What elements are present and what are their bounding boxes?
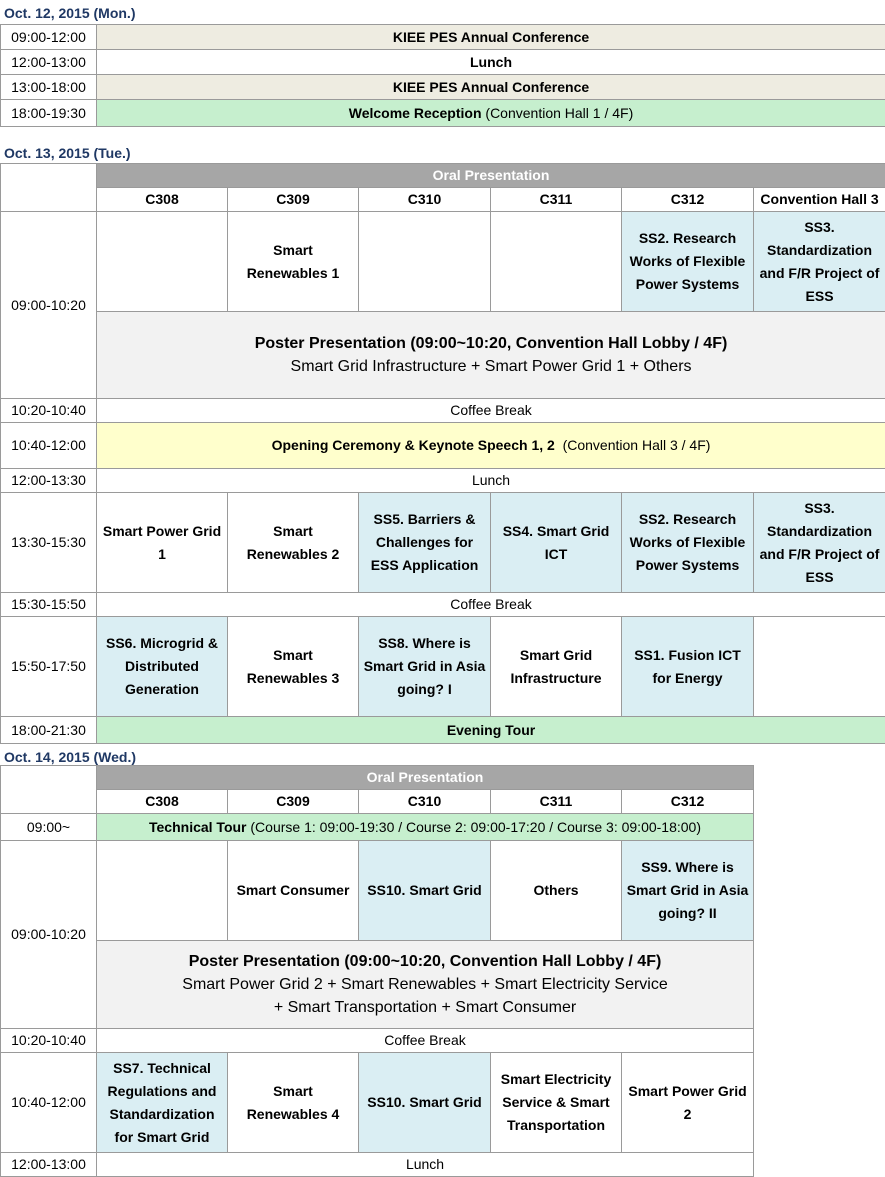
coffee-break-cell: Coffee Break: [97, 1029, 754, 1053]
poster-topics-line-1: Smart Power Grid 2 + Smart Renewables + Smart Electricity Service: [100, 973, 750, 996]
time-cell: 09:00-12:00: [1, 25, 97, 50]
table-row: [1, 766, 754, 790]
table-row: [1, 212, 885, 312]
room-header: C310: [359, 790, 491, 814]
poster-presentation-cell: [97, 312, 885, 399]
corner-cell: [1, 766, 97, 814]
session-cell: SS3. Standardization and F/R Project of ESS: [754, 493, 885, 593]
session-cell: SS4. Smart Grid ICT: [491, 493, 622, 593]
opening-note: (Convention Hall 3 / 4F): [563, 437, 711, 453]
time-cell: 10:20-10:40: [1, 1029, 97, 1053]
coffee-break-cell: Coffee Break: [97, 399, 885, 423]
table-row: [1, 75, 885, 100]
day1-title: Oct. 12, 2015 (Mon.): [4, 5, 135, 21]
time-cell: 12:00-13:00: [1, 1153, 97, 1177]
poster-title: Poster Presentation (09:00~10:20, Convention Hall Lobby / 4F): [100, 332, 882, 355]
time-cell: 09:00-10:20: [1, 212, 97, 399]
session-cell: Smart Renewables 2: [228, 493, 359, 593]
poster-presentation-cell: [97, 941, 754, 1029]
event-cell: Lunch: [97, 50, 885, 75]
lunch-cell: Lunch: [97, 1153, 754, 1177]
event-cell: KIEE PES Annual Conference: [97, 75, 885, 100]
time-cell: 18:00-19:30: [1, 100, 97, 127]
room-header: Convention Hall 3: [754, 188, 885, 212]
table-row: [1, 841, 754, 941]
day2-schedule-table: [0, 163, 885, 744]
time-cell: 15:50-17:50: [1, 617, 97, 717]
table-row: [1, 188, 885, 212]
room-header: C312: [622, 790, 754, 814]
time-cell: 10:20-10:40: [1, 399, 97, 423]
poster-topics: Smart Grid Infrastructure + Smart Power Grid 1 + Others: [100, 355, 882, 378]
time-cell: 13:30-15:30: [1, 493, 97, 593]
room-header: C311: [491, 188, 622, 212]
time-cell: 15:30-15:50: [1, 593, 97, 617]
session-cell: SS6. Microgrid & Distributed Generation: [97, 617, 228, 717]
session-cell: Smart Electricity Service & Smart Transportation: [491, 1053, 622, 1153]
table-row: [1, 593, 885, 617]
time-cell: 12:00-13:00: [1, 50, 97, 75]
session-cell: Smart Renewables 3: [228, 617, 359, 717]
table-row: [1, 1029, 754, 1053]
time-cell: 09:00~: [1, 814, 97, 841]
event-cell: KIEE PES Annual Conference: [97, 25, 885, 50]
poster-title: Poster Presentation (09:00~10:20, Convention Hall Lobby / 4F): [100, 950, 750, 973]
day3-title: Oct. 14, 2015 (Wed.): [4, 749, 136, 765]
table-row: [1, 469, 885, 493]
session-cell: Smart Power Grid 1: [97, 493, 228, 593]
lunch-cell: Lunch: [97, 469, 885, 493]
oral-presentation-header: Oral Presentation: [97, 164, 885, 188]
session-cell: Smart Power Grid 2: [622, 1053, 754, 1153]
room-header: C312: [622, 188, 754, 212]
session-cell: [97, 212, 228, 312]
session-cell: SS2. Research Works of Flexible Power Systems: [622, 212, 754, 312]
session-cell: Smart Grid Infrastructure: [491, 617, 622, 717]
time-cell: 09:00-10:20: [1, 841, 97, 1029]
evening-tour-cell: Evening Tour: [97, 717, 885, 744]
session-cell: Smart Renewables 4: [228, 1053, 359, 1153]
session-cell: Smart Consumer: [228, 841, 359, 941]
session-cell: SS7. Technical Regulations and Standardization for Smart Grid: [97, 1053, 228, 1153]
session-cell: SS8. Where is Smart Grid in Asia going? I: [359, 617, 491, 717]
table-row: [1, 814, 754, 841]
room-header: C308: [97, 188, 228, 212]
session-cell: SS2. Research Works of Flexible Power Systems: [622, 493, 754, 593]
event-cell: [97, 100, 885, 127]
table-row: [1, 100, 885, 127]
table-row: [1, 941, 754, 1029]
session-cell: SS3. Standardization and F/R Project of ESS: [754, 212, 885, 312]
room-header: C310: [359, 188, 491, 212]
opening-ceremony-cell: [97, 423, 885, 469]
table-row: [1, 399, 885, 423]
technical-tour-note: (Course 1: 09:00-19:30 / Course 2: 09:00-17:20 / Course 3: 09:00-18:00): [247, 819, 702, 835]
session-cell: SS10. Smart Grid: [359, 1053, 491, 1153]
room-header: C309: [228, 790, 359, 814]
session-cell: Smart Renewables 1: [228, 212, 359, 312]
corner-cell: [1, 164, 97, 212]
table-row: [1, 1153, 754, 1177]
technical-tour-label: Technical Tour: [149, 819, 247, 835]
table-row: [1, 164, 885, 188]
table-row: [1, 493, 885, 593]
day3-schedule-table: [0, 765, 754, 1177]
oral-presentation-header: Oral Presentation: [97, 766, 754, 790]
table-row: [1, 50, 885, 75]
event-note: (Convention Hall 1 / 4F): [482, 105, 634, 121]
session-cell: SS9. Where is Smart Grid in Asia going? II: [622, 841, 754, 941]
time-cell: 18:00-21:30: [1, 717, 97, 744]
session-cell: SS10. Smart Grid: [359, 841, 491, 941]
table-row: [1, 790, 754, 814]
time-cell: 10:40-12:00: [1, 423, 97, 469]
table-row: [1, 717, 885, 744]
table-row: [1, 312, 885, 399]
session-cell: SS1. Fusion ICT for Energy: [622, 617, 754, 717]
table-row: [1, 1053, 754, 1153]
session-cell: SS5. Barriers & Challenges for ESS Application: [359, 493, 491, 593]
session-cell: [754, 617, 885, 717]
session-cell: [97, 841, 228, 941]
table-row: [1, 423, 885, 469]
table-row: [1, 25, 885, 50]
session-cell: Others: [491, 841, 622, 941]
opening-label: Opening Ceremony & Keynote Speech 1, 2: [272, 437, 555, 453]
day1-schedule-table: [0, 24, 885, 127]
technical-tour-cell: [97, 814, 754, 841]
coffee-break-cell: Coffee Break: [97, 593, 885, 617]
event-label: Welcome Reception: [349, 105, 482, 121]
session-cell: [491, 212, 622, 312]
room-header: C309: [228, 188, 359, 212]
time-cell: 13:00-18:00: [1, 75, 97, 100]
table-row: [1, 617, 885, 717]
session-cell: [359, 212, 491, 312]
time-cell: 12:00-13:30: [1, 469, 97, 493]
time-cell: 10:40-12:00: [1, 1053, 97, 1153]
room-header: C308: [97, 790, 228, 814]
poster-topics-line-2: + Smart Transportation + Smart Consumer: [100, 996, 750, 1019]
room-header: C311: [491, 790, 622, 814]
day2-title: Oct. 13, 2015 (Tue.): [4, 145, 131, 161]
